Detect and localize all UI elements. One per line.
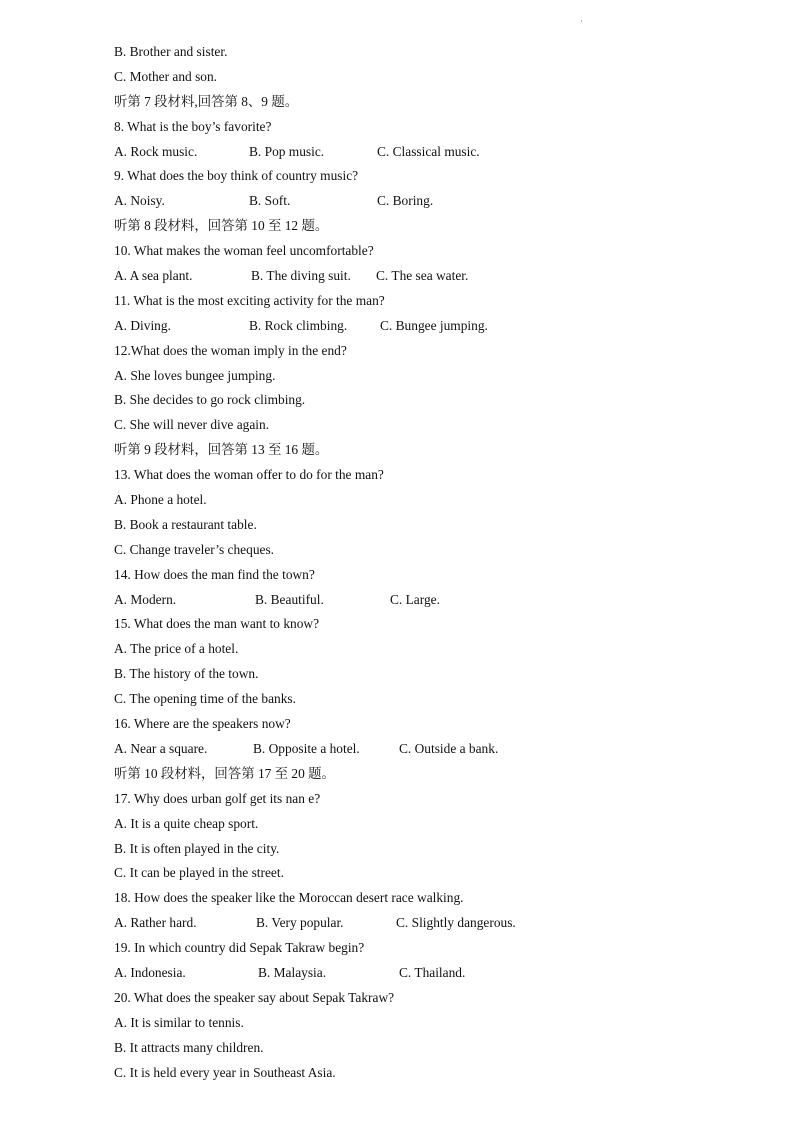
answer-option: A. It is a quite cheap sport. <box>114 815 259 831</box>
answer-option: B. The diving suit. <box>251 268 351 284</box>
answer-option: C. She will never dive again. <box>114 417 270 433</box>
section-instruction: 听第 10 段材料，回答第 17 至 20 题。 <box>114 765 335 781</box>
question-text: 8. What is the boy’s favorite? <box>114 118 272 134</box>
answer-option: C. It is held every year in Southeast Asia. <box>114 1064 336 1080</box>
answer-options-row <box>114 142 754 167</box>
answer-option: A. The price of a hotel. <box>114 641 239 657</box>
answer-option: C. Outside a bank. <box>399 740 499 756</box>
question-text: 17. Why does urban golf get its nan e? <box>114 790 321 806</box>
question-text: 18. How does the speaker like the Moroccan desert race walking. <box>114 890 464 906</box>
answer-option: B. It attracts many children. <box>114 1039 264 1055</box>
answer-option: C. Slightly dangerous. <box>396 915 516 931</box>
answer-option: C. Boring. <box>377 193 434 209</box>
answer-option: A. Rather hard. <box>114 915 197 931</box>
answer-options-row <box>114 913 754 938</box>
answer-option: B. Pop music. <box>249 143 325 159</box>
question-text: 11. What is the most exciting activity for the man? <box>114 292 385 308</box>
question-text: 10. What makes the woman feel uncomfortable? <box>114 243 374 259</box>
answer-option: B. Beautiful. <box>255 591 324 607</box>
question-text: 9. What does the boy think of country music? <box>114 168 359 184</box>
answer-option: A. Indonesia. <box>114 964 186 980</box>
answer-option: C. Bungee jumping. <box>380 317 488 333</box>
answer-option: A. Rock music. <box>114 143 198 159</box>
answer-option: B. Opposite a hotel. <box>253 740 360 756</box>
answer-option: B. She decides to go rock climbing. <box>114 392 306 408</box>
question-text: 15. What does the man want to know? <box>114 616 320 632</box>
answer-option: A. Noisy. <box>114 193 165 209</box>
question-text: 14. How does the man find the town? <box>114 566 315 582</box>
answer-option: A. She loves bungee jumping. <box>114 367 276 383</box>
section-instruction: 听第 9 段材料，回答第 13 至 16 题。 <box>114 442 329 458</box>
answer-options-row <box>114 266 754 291</box>
question-text: 19. In which country did Sepak Takraw begin? <box>114 940 365 956</box>
answer-option: C. Classical music. <box>377 143 480 159</box>
answer-option: B. Book a restaurant table. <box>114 516 257 532</box>
answer-option: C. The sea water. <box>376 268 469 284</box>
answer-option: B. The history of the town. <box>114 666 259 682</box>
question-text: 20. What does the speaker say about Sepak Takraw? <box>114 989 395 1005</box>
answer-options-row <box>114 963 754 988</box>
answer-options-row <box>114 316 754 341</box>
answer-option: B. Brother and sister. <box>114 44 228 59</box>
answer-option: C. Mother and son. <box>114 68 218 84</box>
page-mark: · <box>580 16 583 26</box>
answer-option: A. It is similar to tennis. <box>114 1014 244 1030</box>
answer-option: C. Thailand. <box>399 964 466 980</box>
answer-option: A. Diving. <box>114 317 171 333</box>
section-instruction: 听第 7 段材料,回答第 8、9 题。 <box>114 93 299 109</box>
answer-option: A. Modern. <box>114 591 177 607</box>
answer-option: C. It can be played in the street. <box>114 865 284 881</box>
answer-option: C. Change traveler’s cheques. <box>114 541 275 557</box>
section-instruction: 听第 8 段材料，回答第 10 至 12 题。 <box>114 218 329 234</box>
answer-option: B. Malaysia. <box>258 964 327 980</box>
answer-options-row <box>114 191 754 216</box>
answer-option: B. Soft. <box>249 193 291 209</box>
answer-option: A. Near a square. <box>114 740 208 756</box>
answer-option: A. A sea plant. <box>114 268 193 284</box>
answer-options-row <box>114 590 754 615</box>
answer-option: C. The opening time of the banks. <box>114 691 296 707</box>
question-text: 13. What does the woman offer to do for the man? <box>114 467 384 483</box>
answer-option: B. Very popular. <box>256 915 344 931</box>
answer-option: C. Large. <box>390 591 440 607</box>
answer-options-row <box>114 739 754 764</box>
answer-option: B. It is often played in the city. <box>114 840 280 856</box>
question-list <box>114 42 754 1087</box>
answer-option: B. Rock climbing. <box>249 317 348 333</box>
question-text: 16. Where are the speakers now? <box>114 716 291 732</box>
answer-option: A. Phone a hotel. <box>114 492 207 508</box>
question-text: 12.What does the woman imply in the end? <box>114 342 347 358</box>
